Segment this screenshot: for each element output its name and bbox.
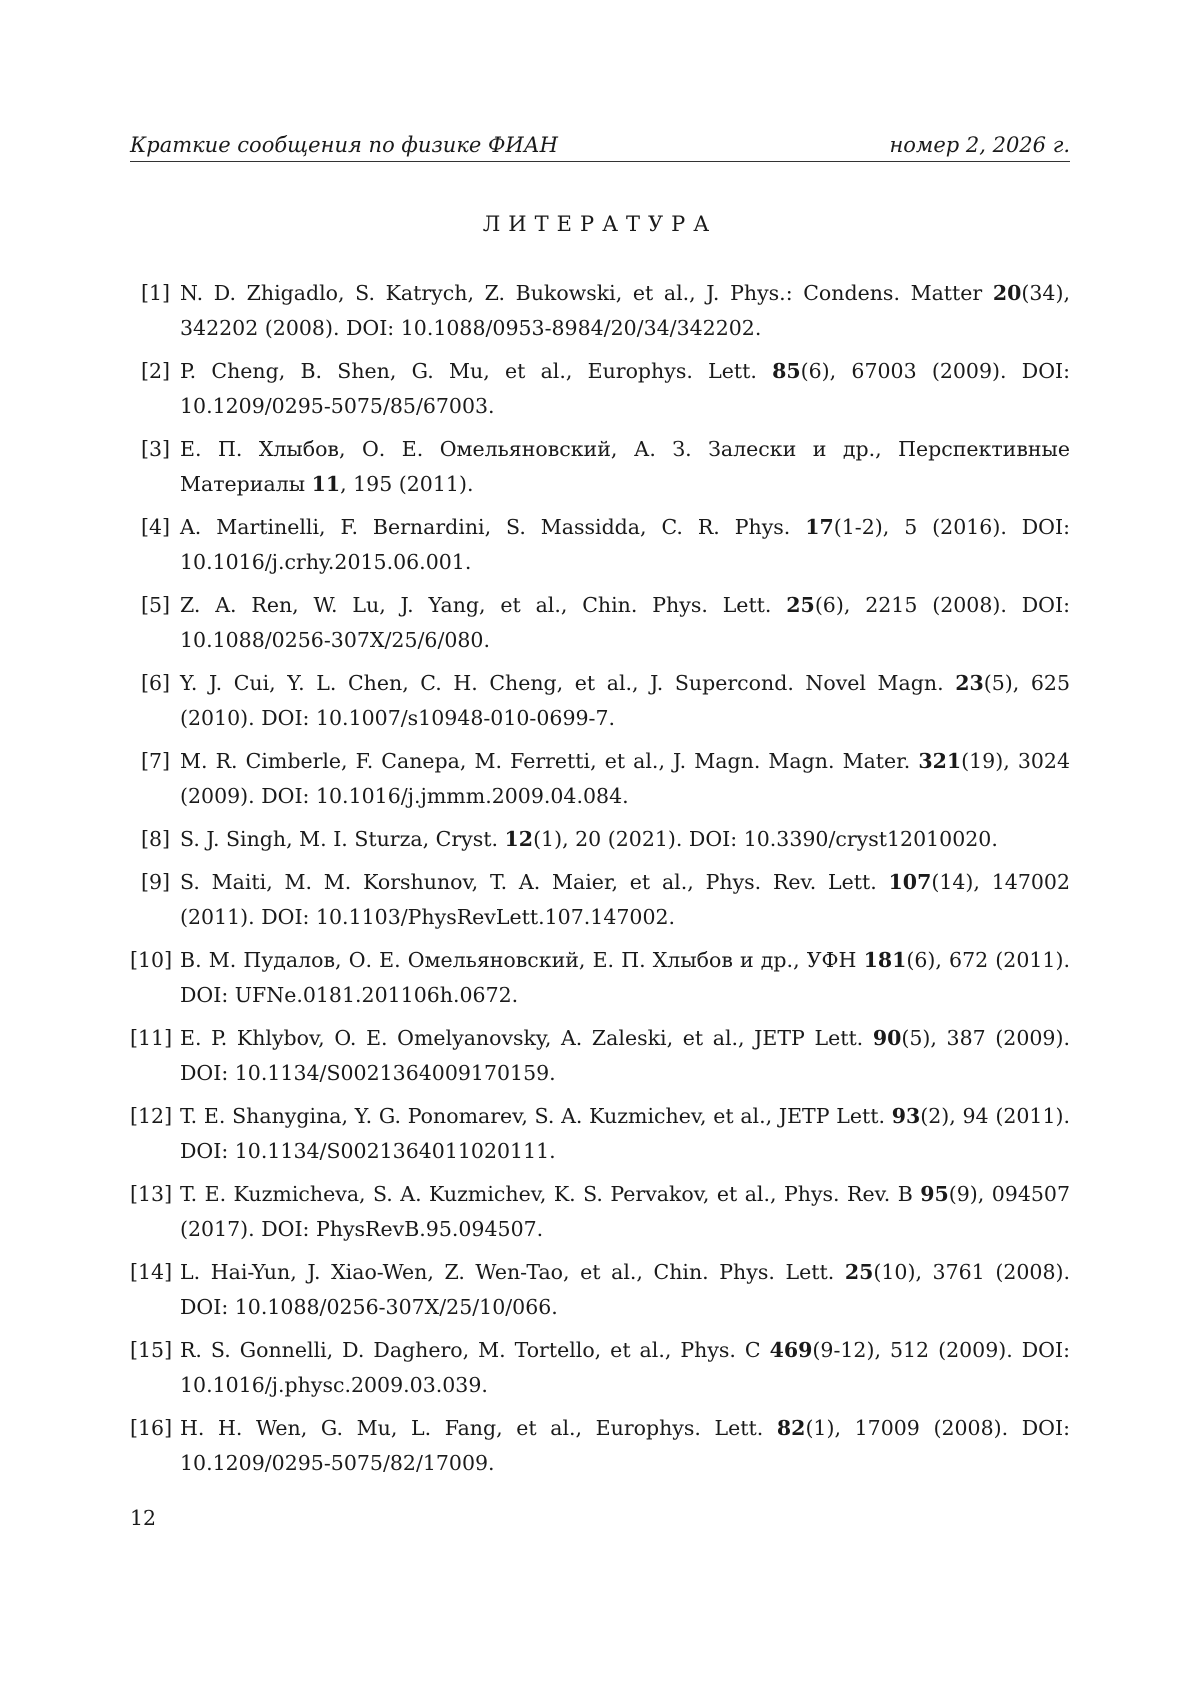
reference-citation: R. S. Gonnelli, D. Daghero, M. Tortello, et al., Phys. C xyxy=(180,1338,770,1362)
reference-citation: T. E. Shanygina, Y. G. Ponomarev, S. A. Kuzmichev, et al., JETP Lett. xyxy=(180,1104,892,1128)
journal-title: Краткие сообщения по физике ФИАН xyxy=(130,133,558,157)
reference-item xyxy=(130,1099,1070,1169)
reference-number: [13] xyxy=(130,1182,173,1206)
reference-item xyxy=(130,822,1070,857)
reference-citation: H. H. Wen, G. Mu, L. Fang, et al., Europhys. Lett. xyxy=(180,1416,777,1440)
reference-item xyxy=(130,744,1070,814)
reference-citation: L. Hai-Yun, J. Xiao-Wen, Z. Wen-Tao, et al., Chin. Phys. Lett. xyxy=(180,1260,845,1284)
reference-item xyxy=(130,1021,1070,1091)
reference-details: (5), 387 (2009). DOI: 10.1134/S0021364009170159. xyxy=(180,1026,1070,1085)
running-header xyxy=(130,128,1070,162)
reference-volume: 25 xyxy=(844,1260,874,1284)
reference-number: [7] xyxy=(140,749,170,773)
reference-citation: P. Cheng, B. Shen, G. Mu, et al., Europhys. Lett. xyxy=(180,359,773,383)
reference-item xyxy=(130,943,1070,1013)
reference-volume: 95 xyxy=(920,1182,949,1206)
reference-details: (1), 20 (2021). DOI: 10.3390/cryst12010020. xyxy=(533,827,998,851)
reference-text xyxy=(180,749,1070,808)
reference-volume: 17 xyxy=(805,515,834,539)
reference-volume: 469 xyxy=(769,1338,813,1362)
reference-details: (10), 3761 (2008). DOI: 10.1088/0256-307X/25/10/066. xyxy=(180,1260,1071,1319)
reference-item xyxy=(130,1411,1070,1481)
reference-item xyxy=(130,1333,1070,1403)
reference-details: (6), 2215 (2008). DOI: 10.1088/0256-307X/25/6/080. xyxy=(180,593,1070,652)
reference-text xyxy=(180,948,1070,1007)
reference-text xyxy=(180,671,1070,730)
reference-number: [15] xyxy=(130,1338,173,1362)
reference-volume: 82 xyxy=(776,1416,806,1440)
reference-citation: S. Maiti, M. M. Korshunov, T. A. Maier, et al., Phys. Rev. Lett. xyxy=(180,870,889,894)
reference-citation: N. D. Zhigadlo, S. Katrych, Z. Bukowski, et al., J. Phys.: Condens. Matter xyxy=(180,281,993,305)
reference-volume: 93 xyxy=(891,1104,921,1128)
reference-details: (34), 342202 (2008). DOI: 10.1088/0953-8984/20/34/342202. xyxy=(180,281,1070,340)
reference-volume: 85 xyxy=(772,359,801,383)
reference-citation: E. P. Khlybov, O. E. Omelyanovsky, A. Zaleski, et al., JETP Lett. xyxy=(180,1026,873,1050)
reference-text xyxy=(180,437,1070,496)
reference-item xyxy=(130,666,1070,736)
reference-item xyxy=(130,865,1070,935)
reference-volume: 90 xyxy=(872,1026,902,1050)
reference-details: (1-2), 5 (2016). DOI: 10.1016/j.crhy.2015.06.001. xyxy=(180,515,1070,574)
reference-number: [8] xyxy=(140,827,170,851)
reference-item xyxy=(130,588,1070,658)
reference-number: [10] xyxy=(130,948,173,972)
reference-number: [6] xyxy=(140,671,170,695)
reference-citation: A. Martinelli, F. Bernardini, S. Massidda, C. R. Phys. xyxy=(180,515,806,539)
reference-citation: Z. A. Ren, W. Lu, J. Yang, et al., Chin. Phys. Lett. xyxy=(180,593,787,617)
reference-number: [3] xyxy=(140,437,170,461)
reference-citation: В. М. Пудалов, О. Е. Омельяновский, Е. П. Хлыбов и др., УФН xyxy=(180,948,864,972)
reference-details: (9-12), 512 (2009). DOI: 10.1016/j.physc.2009.03.039. xyxy=(180,1338,1070,1397)
reference-text xyxy=(180,870,1070,929)
reference-text xyxy=(180,515,1070,574)
reference-number: [11] xyxy=(130,1026,173,1050)
reference-number: [4] xyxy=(140,515,170,539)
reference-details: (5), 625 (2010). DOI: 10.1007/s10948-010-0699-7. xyxy=(180,671,1071,730)
reference-citation: Y. J. Cui, Y. L. Chen, C. H. Cheng, et al., J. Supercond. Novel Magn. xyxy=(180,671,956,695)
reference-details: (2), 94 (2011). DOI: 10.1134/S0021364011020111. xyxy=(180,1104,1071,1163)
reference-text xyxy=(180,359,1070,418)
reference-number: [16] xyxy=(130,1416,173,1440)
reference-text xyxy=(180,1104,1070,1163)
reference-citation: M. R. Cimberle, F. Canepa, M. Ferretti, et al., J. Magn. Magn. Mater. xyxy=(180,749,919,773)
reference-volume: 12 xyxy=(504,827,534,851)
reference-item xyxy=(130,510,1070,580)
reference-number: [12] xyxy=(130,1104,173,1128)
reference-number: [9] xyxy=(140,870,170,894)
reference-details: (19), 3024 (2009). DOI: 10.1016/j.jmmm.2009.04.084. xyxy=(180,749,1070,808)
reference-volume: 25 xyxy=(786,593,815,617)
reference-text xyxy=(180,1182,1070,1241)
reference-number: [2] xyxy=(140,359,170,383)
reference-volume: 11 xyxy=(311,472,341,496)
reference-text xyxy=(180,1026,1070,1085)
reference-text xyxy=(180,281,1070,340)
reference-list xyxy=(130,276,1070,1489)
reference-item xyxy=(130,1177,1070,1247)
reference-text xyxy=(180,1260,1070,1319)
reference-item xyxy=(130,1255,1070,1325)
reference-text xyxy=(180,1338,1070,1397)
reference-details: (1), 17009 (2008). DOI: 10.1209/0295-5075/82/17009. xyxy=(180,1416,1070,1475)
reference-volume: 321 xyxy=(918,749,962,773)
issue-label: номер 2, 2026 г. xyxy=(889,133,1070,157)
reference-volume: 20 xyxy=(992,281,1022,305)
reference-volume: 23 xyxy=(955,671,984,695)
reference-details: (6), 672 (2011). DOI: UFNe.0181.201106h.0672. xyxy=(180,948,1070,1007)
reference-item xyxy=(130,276,1070,346)
reference-text xyxy=(180,827,998,851)
reference-number: [5] xyxy=(140,593,170,617)
page-number: 12 xyxy=(130,1506,157,1530)
reference-volume: 181 xyxy=(863,948,907,972)
reference-volume: 107 xyxy=(888,870,932,894)
reference-details: (9), 094507 (2017). DOI: PhysRevB.95.094507. xyxy=(180,1182,1071,1241)
reference-details: , 195 (2011). xyxy=(340,472,474,496)
reference-number: [14] xyxy=(130,1260,173,1284)
reference-item xyxy=(130,354,1070,424)
reference-text xyxy=(180,1416,1070,1475)
reference-text xyxy=(180,593,1070,652)
reference-citation: S. J. Singh, M. I. Sturza, Cryst. xyxy=(180,827,505,851)
reference-details: (6), 67003 (2009). DOI: 10.1209/0295-5075/85/67003. xyxy=(180,359,1071,418)
reference-citation: T. E. Kuzmicheva, S. A. Kuzmichev, K. S. Pervakov, et al., Phys. Rev. B xyxy=(180,1182,921,1206)
reference-number: [1] xyxy=(140,281,170,305)
references-heading: ЛИТЕРАТУРА xyxy=(482,212,718,236)
reference-details: (14), 147002 (2011). DOI: 10.1103/PhysRevLett.107.147002. xyxy=(180,870,1070,929)
reference-citation: Е. П. Хлыбов, О. Е. Омельяновский, А. З. Залески и др., Перспективные Материалы xyxy=(180,437,1070,496)
reference-item xyxy=(130,432,1070,502)
